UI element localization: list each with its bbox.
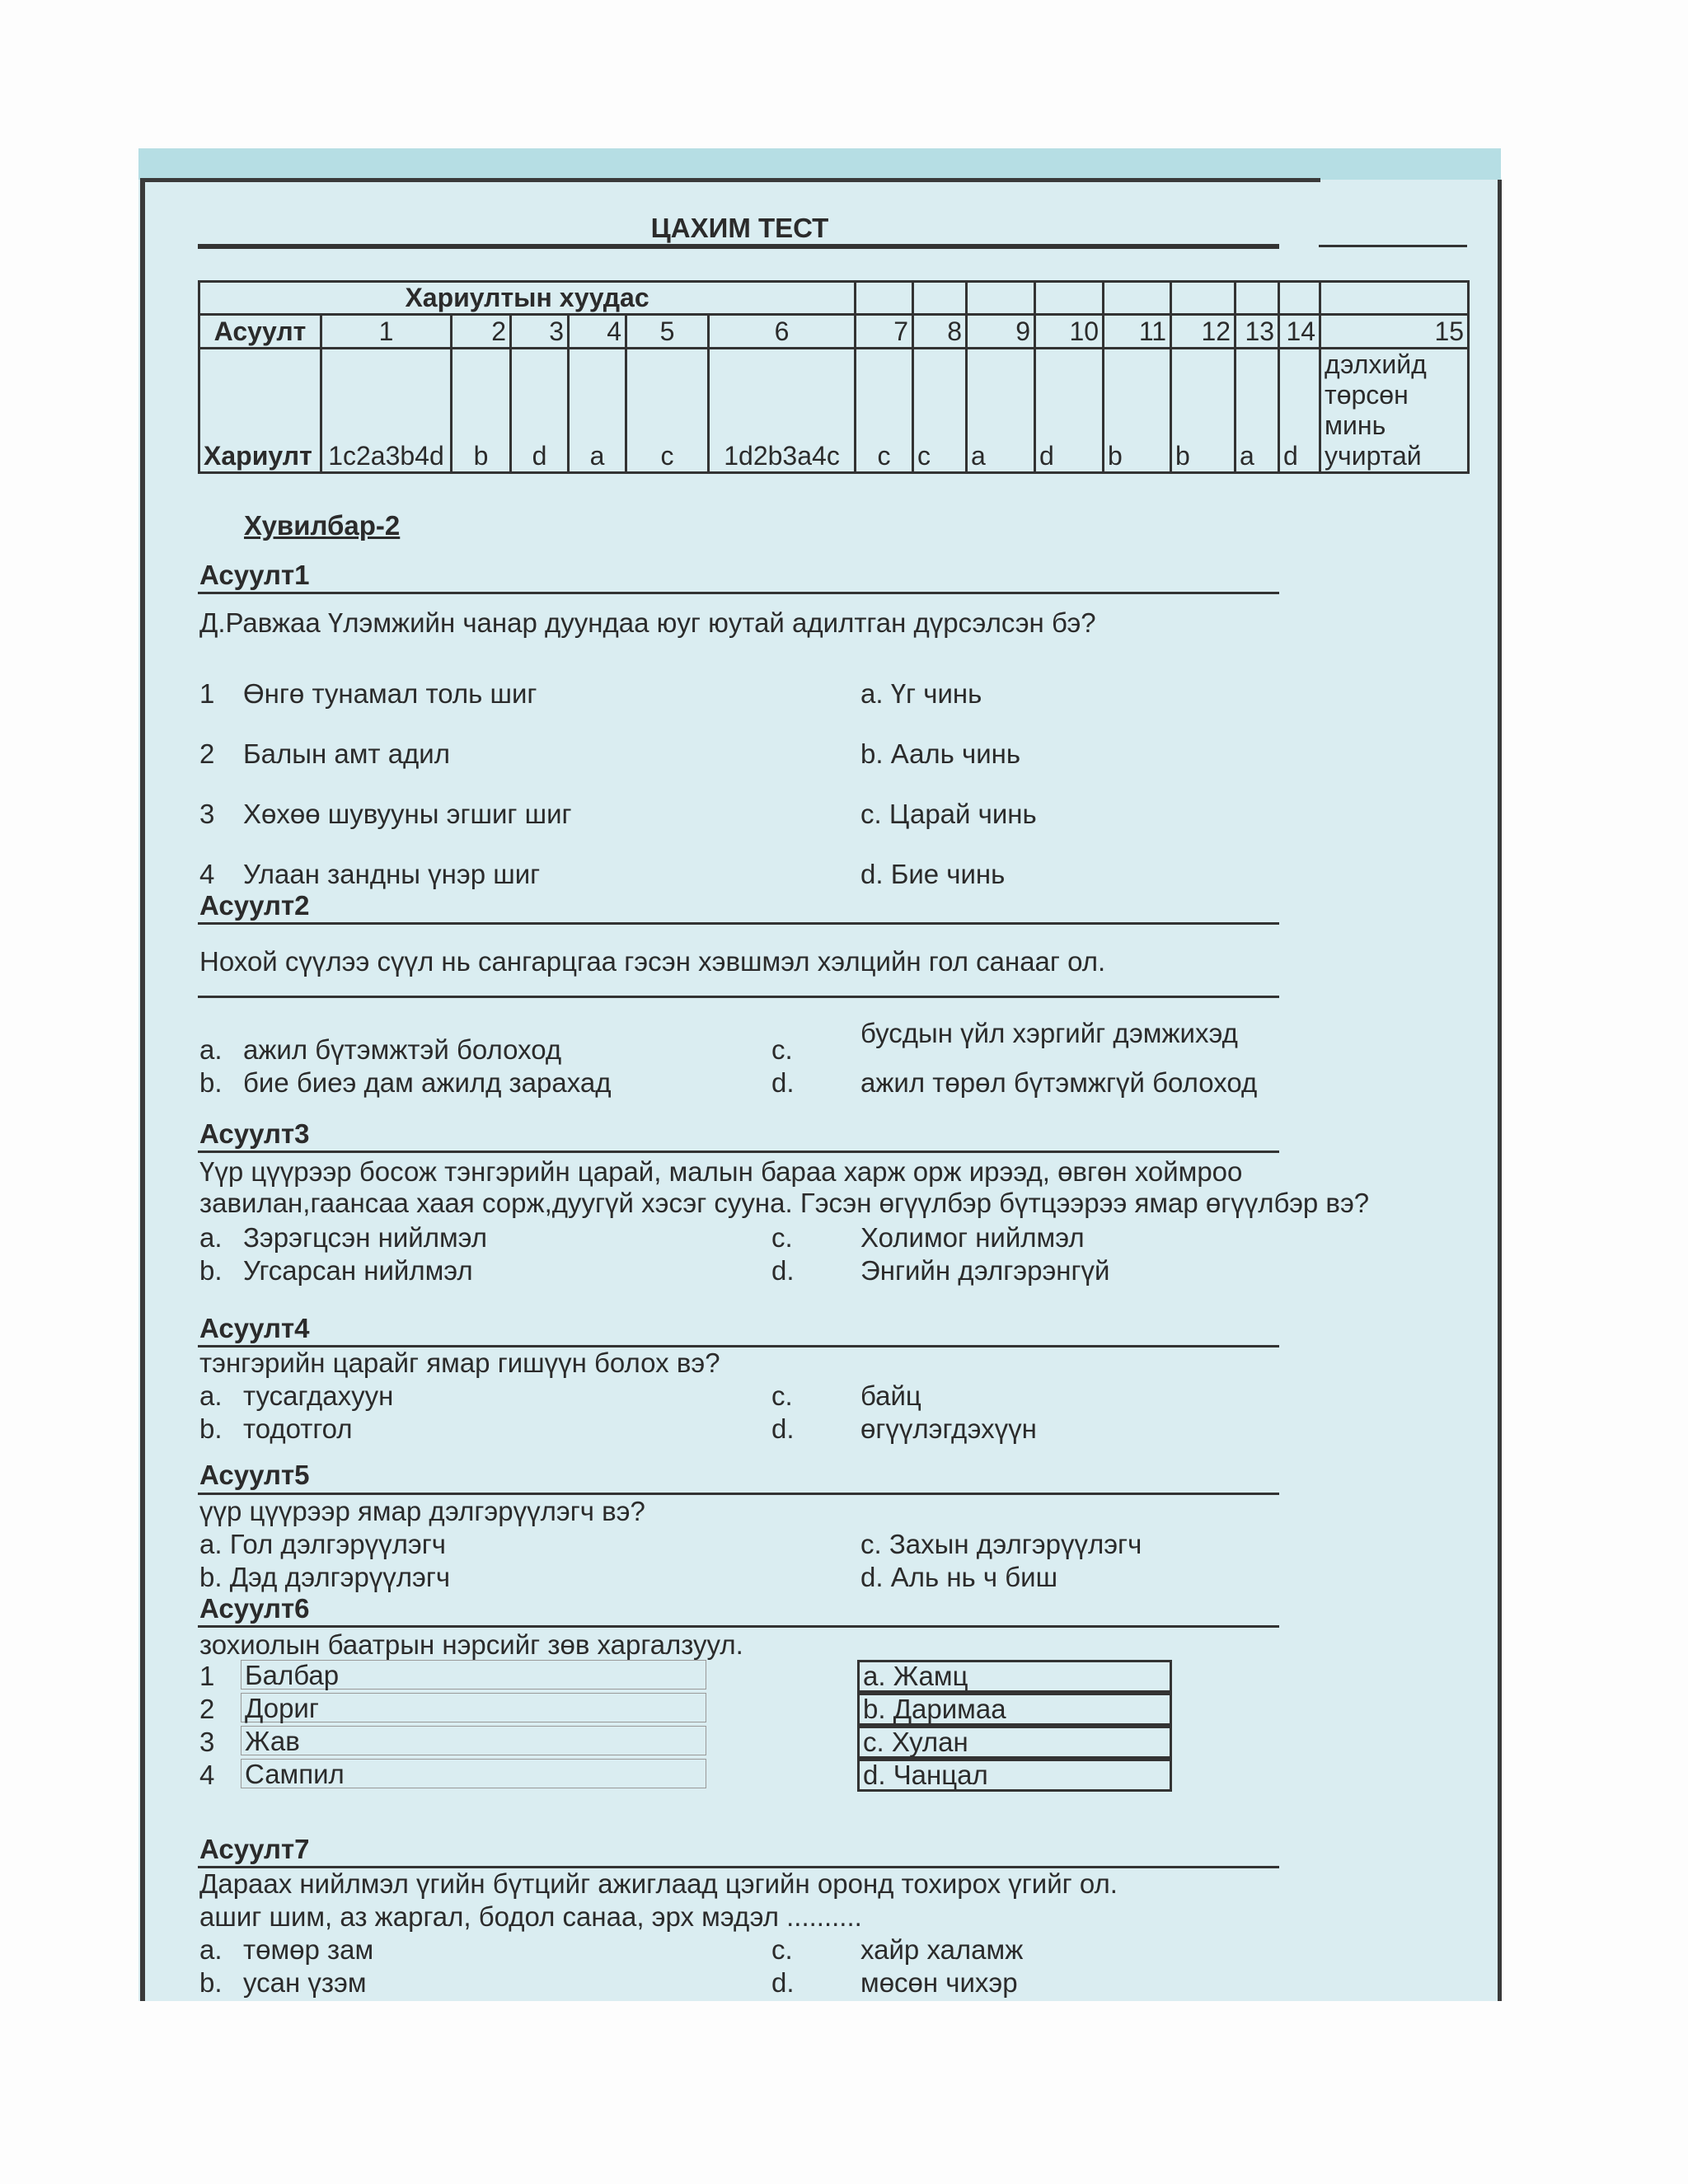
qnum-cell: 11: [1104, 315, 1171, 349]
q6-left-item: Балбар: [241, 1660, 706, 1690]
answer-cell: c: [913, 349, 967, 473]
q3-text-line1: Үүр цүүрээр босож тэнгэрийн царай, малын бараа харж орж ирээд, өвгөн хоймроо: [199, 1156, 1243, 1187]
q3-option-letter: b.: [199, 1255, 223, 1286]
panel-top-border: [140, 178, 1320, 182]
q1-left-text: Өнгө тунамал толь шиг: [243, 678, 537, 709]
q3-rule: [198, 1151, 1279, 1153]
q2-option-a: ажил бүтэмжтэй болоход: [243, 1034, 562, 1065]
answer-row: [199, 349, 1469, 473]
qnum-cell: 4: [569, 315, 626, 349]
q7-option-c: хайр халамж: [860, 1934, 1024, 1965]
q5-option-d: d. Аль нь ч биш: [860, 1562, 1058, 1592]
q5-option-b: b. Дэд дэлгэрүүлэгч: [199, 1562, 451, 1592]
q1-left-num: 4: [199, 859, 215, 889]
q2-option-letter: b.: [199, 1067, 223, 1098]
qnum-cell: 2: [452, 315, 511, 349]
q1-left-text: Хөхөө шувууны эгшиг шиг: [243, 799, 572, 829]
q1-right-option: c. Царай чинь: [860, 799, 1037, 829]
title-rule: [198, 244, 1279, 249]
q7-text-line2: ашиг шим, аз жаргал, бодол санаа, эрх мэдэл ..........: [199, 1901, 862, 1932]
q4-option-b: тодотгол: [243, 1413, 353, 1444]
answer-sheet-table: [198, 280, 1470, 474]
q4-label: Асуулт4: [199, 1313, 310, 1343]
qnum-cell: 14: [1279, 315, 1320, 349]
q6-text: зохиолын баатрын нэрсийг зөв харгалзуул.: [199, 1629, 743, 1660]
q1-left-text: Балын амт адил: [243, 738, 450, 769]
q7-option-d: мөсөн чихэр: [860, 1967, 1018, 1998]
qnum-cell: 13: [1236, 315, 1279, 349]
q2-option-letter: c.: [771, 1034, 793, 1065]
q4-option-letter: b.: [199, 1413, 223, 1444]
row-label-answer: Хариулт: [199, 349, 321, 473]
q1-right-option: a. Үг чинь: [860, 678, 982, 709]
q4-text: тэнгэрийн царайг ямар гишүүн болох вэ?: [199, 1347, 720, 1378]
qnum-cell: 10: [1035, 315, 1104, 349]
q1-right-option: b. Ааль чинь: [860, 738, 1021, 769]
q1-rule: [198, 592, 1279, 594]
q5-option-c: c. Захын дэлгэрүүлэгч: [860, 1529, 1142, 1559]
answer-cell: d: [511, 349, 569, 473]
q3-option-b: Угсарсан нийлмэл: [243, 1255, 473, 1286]
page-title: ЦАХИМ ТЕСТ: [650, 213, 829, 243]
q4-option-a: тусагдахуун: [243, 1380, 394, 1411]
q1-left-num: 3: [199, 799, 215, 829]
q3-option-d: Энгийн дэлгэрэнгүй: [860, 1255, 1110, 1286]
answer-cell: b: [1104, 349, 1171, 473]
answer-cell: 1d2b3a4c: [709, 349, 856, 473]
q7-option-letter: a.: [199, 1934, 223, 1965]
q6-right-item: a. Жамц: [857, 1660, 1172, 1693]
q1-left-num: 2: [199, 738, 215, 769]
q6-left-item: Жав: [241, 1726, 706, 1755]
q4-option-letter: a.: [199, 1380, 223, 1411]
q6-right-item: d. Чанцал: [857, 1759, 1172, 1792]
q6-left-num: 3: [199, 1727, 215, 1757]
q5-option-a: a. Гол дэлгэрүүлэгч: [199, 1529, 446, 1559]
q6-left-item: Дориг: [241, 1693, 706, 1722]
q4-option-letter: d.: [771, 1413, 795, 1444]
q2-option-letter: d.: [771, 1067, 795, 1098]
q4-option-letter: c.: [771, 1380, 793, 1411]
qnum-cell: 6: [709, 315, 856, 349]
qnum-cell: 9: [967, 315, 1035, 349]
q2-option-d: ажил төрөл бүтэмжгүй болоход: [860, 1067, 1258, 1098]
q6-left-num: 1: [199, 1661, 215, 1691]
q1-left-text: Улаан зандны үнэр шиг: [243, 859, 541, 889]
question-number-row: [199, 315, 1469, 349]
q1-left-num: 1: [199, 678, 215, 709]
q2-option-c: бусдын үйл хэргийг дэмжихэд: [860, 1018, 1238, 1048]
q7-option-letter: b.: [199, 1967, 223, 1998]
q2-option-b: бие биеэ дам ажилд зарахад: [243, 1067, 612, 1098]
q5-label: Асуулт5: [199, 1460, 310, 1490]
q7-label: Асуулт7: [199, 1834, 310, 1864]
answer-cell: d: [1279, 349, 1320, 473]
q2-label: Асуулт2: [199, 890, 310, 921]
q4-option-c: байц: [860, 1380, 921, 1411]
q2-option-letter: a.: [199, 1034, 223, 1065]
qnum-cell: 12: [1171, 315, 1236, 349]
table-caption-row: [199, 282, 1469, 315]
answer-cell: 1c2a3b4d: [321, 349, 452, 473]
q7-option-a: төмөр зам: [243, 1934, 374, 1965]
variant-title: Хувилбар-2: [244, 510, 401, 541]
qnum-cell: 15: [1320, 315, 1469, 349]
q2-rule: [198, 922, 1279, 925]
q7-option-letter: d.: [771, 1967, 795, 1998]
q1-right-option: d. Бие чинь: [860, 859, 1006, 889]
qnum-cell: 1: [321, 315, 452, 349]
row-label-question: Асуулт: [199, 315, 321, 349]
q1-text: Д.Равжаа Үлэмжийн чанар дуундаа юуг юутай адилтган дүрсэлсэн бэ?: [199, 607, 1096, 638]
q6-left-item: Сампил: [241, 1759, 706, 1788]
answer-cell: b: [1171, 349, 1236, 473]
q3-option-letter: a.: [199, 1222, 223, 1253]
q6-label: Асуулт6: [199, 1593, 310, 1624]
qnum-cell: 5: [626, 315, 709, 349]
answer-cell: d: [1035, 349, 1104, 473]
answer-cell: дэлхийд төрсөн минь учиртай: [1320, 349, 1469, 473]
answer-cell: c: [626, 349, 709, 473]
qnum-cell: 8: [913, 315, 967, 349]
q2-text: Нохой сүүлээ сүүл нь сангарцгаа гэсэн хэвшмэл хэлцийн гол санааг ол.: [199, 946, 1106, 977]
q3-option-letter: d.: [771, 1255, 795, 1286]
answer-cell: a: [1236, 349, 1279, 473]
q3-option-letter: c.: [771, 1222, 793, 1253]
q6-right-item: b. Даримаа: [857, 1693, 1172, 1726]
panel-left-border: [140, 180, 145, 2001]
panel-right-border: [1498, 180, 1502, 2001]
q7-option-letter: c.: [771, 1934, 793, 1965]
title-rule-right: [1319, 245, 1467, 247]
answer-cell: a: [569, 349, 626, 473]
answer-sheet-caption: Хариултын хуудас: [199, 282, 856, 315]
q6-left-num: 4: [199, 1760, 215, 1790]
header-band: [138, 148, 1501, 180]
q6-left-num: 2: [199, 1694, 215, 1724]
qnum-cell: 7: [856, 315, 913, 349]
q7-text-line1: Дараах нийлмэл үгийн бүтцийг ажиглаад цэгийн оронд тохирох үгийг ол.: [199, 1868, 1118, 1899]
q3-text-line2: завилан,гаансаа хаая сорж,дуугүй хэсэг сууна. Гэсэн өгүүлбэр бүтцээрээ ямар өгүүлбэр вэ?: [199, 1188, 1370, 1218]
q2-rule-bottom: [198, 996, 1279, 998]
qnum-cell: 3: [511, 315, 569, 349]
q3-option-a: Зэрэгцсэн нийлмэл: [243, 1222, 488, 1253]
answer-cell: b: [452, 349, 511, 473]
q6-rule: [198, 1625, 1279, 1628]
q4-option-d: өгүүлэгдэхүүн: [860, 1413, 1037, 1444]
q6-right-item: c. Хулан: [857, 1726, 1172, 1759]
q5-text: үүр цүүрээр ямар дэлгэрүүлэгч вэ?: [199, 1496, 645, 1526]
q3-label: Асуулт3: [199, 1118, 310, 1149]
q3-option-c: Холимог нийлмэл: [860, 1222, 1085, 1253]
answer-cell: a: [967, 349, 1035, 473]
answer-cell: c: [856, 349, 913, 473]
q1-label: Асуулт1: [199, 560, 310, 590]
q7-option-b: усан үзэм: [243, 1967, 367, 1998]
